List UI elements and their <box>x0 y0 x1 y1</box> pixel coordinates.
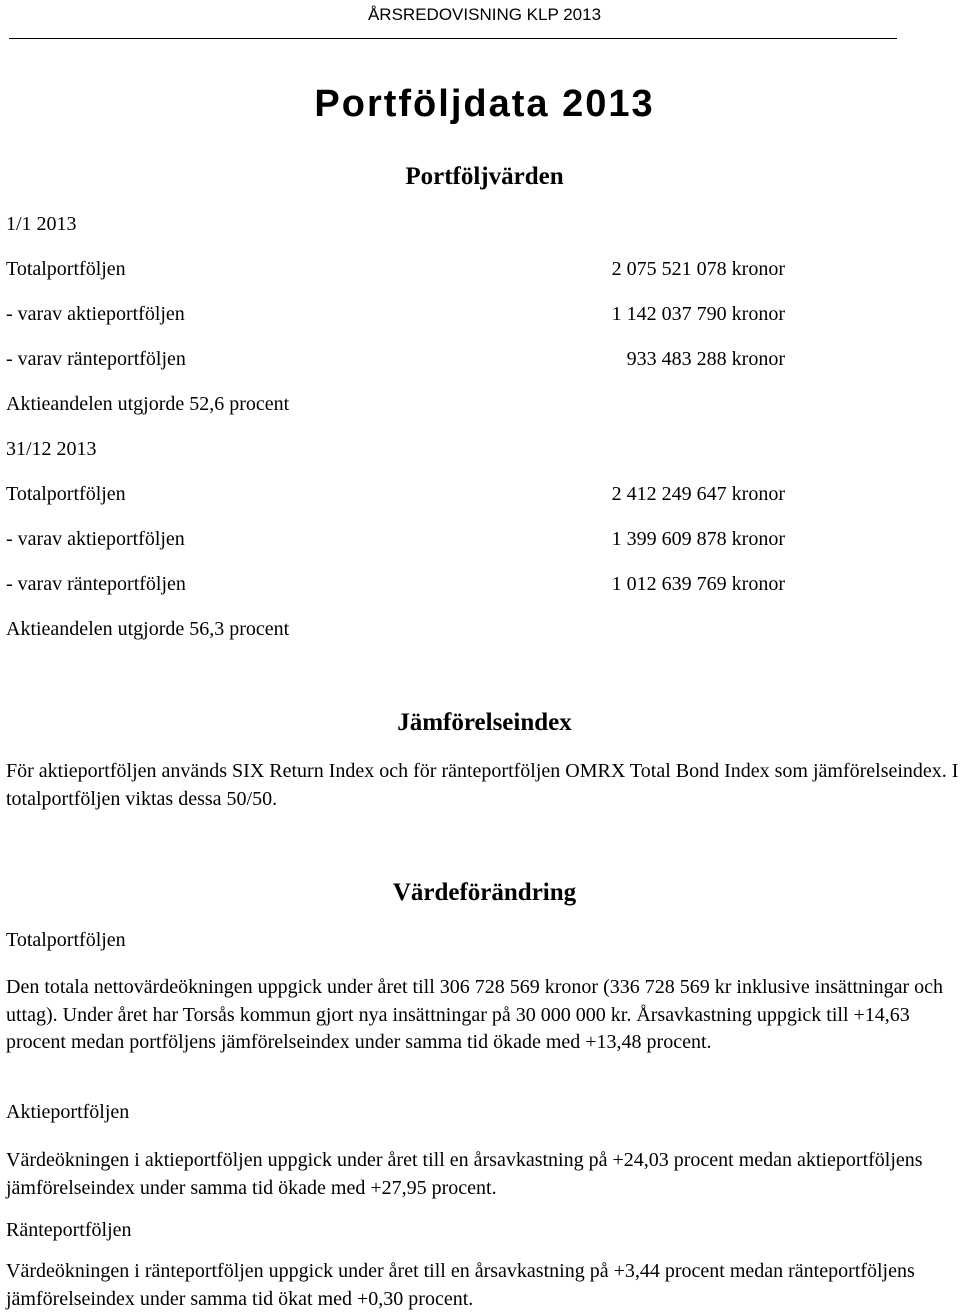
start-equity-share: Aktieandelen utgjorde 52,6 procent <box>6 393 290 415</box>
value-change-heading: Värdeförändring <box>392 879 577 906</box>
equity-portfolio-text: Värdeökningen i aktieportföljen uppgick under året till en årsavkastning på +24,03 procent medan aktieportföljens jämförelseindex under samma tid ökade med +27,95 procent. <box>6 1149 923 1199</box>
end-equity-share: Aktieandelen utgjorde 56,3 procent <box>6 618 290 640</box>
total-portfolio-text: Den totala nettovärdeökningen uppgick under året till 306 728 569 kronor (336 728 569 kr inklusive insättningar och uttag). Under året har Torsås kommun gjort nya insättningar på 30 000 000 kr. Årsavkastning uppgick till +14,63 procent medan portföljens jämförelseindex under samma tid ökade med +13,48 procent. <box>6 976 944 1053</box>
start-date: 1/1 2013 <box>6 213 77 235</box>
fixed-income-portfolio-label: Ränteportföljen <box>6 1219 132 1241</box>
start-total-label: Totalportföljen <box>6 258 126 280</box>
portfolio-values-heading: Portföljvärden <box>405 163 564 190</box>
end-fixed-income-label: - varav ränteportföljen <box>6 573 186 595</box>
start-fixed-income-value: 933 483 288 kronor <box>626 348 785 370</box>
benchmark-text: För aktieportföljen används SIX Return Index och för ränteportföljen OMRX Total Bond Index som jämförelseindex. I totalportföljen viktas dessa 50/50. <box>6 760 959 810</box>
benchmark-heading: Jämförelseindex <box>397 709 572 736</box>
total-portfolio-label: Totalportföljen <box>6 929 126 951</box>
report-header: ÅRSREDOVISNING KLP 2013 <box>367 5 602 24</box>
start-equity-value: 1 142 037 790 kronor <box>611 303 785 325</box>
equity-portfolio-label: Aktieportföljen <box>6 1101 130 1123</box>
end-total-value: 2 412 249 647 kronor <box>611 483 785 505</box>
end-equity-label: - varav aktieportföljen <box>6 528 185 550</box>
header-divider <box>9 38 897 39</box>
fixed-income-portfolio-text: Värdeökningen i ränteportföljen uppgick under året till en årsavkastning på +3,44 procent medan ränteportföljens jämförelseindex under samma tid ökat med +0,30 procent. <box>6 1260 915 1310</box>
end-total-label: Totalportföljen <box>6 483 126 505</box>
page-title: Portföljdata 2013 <box>314 83 655 125</box>
start-fixed-income-label: - varav ränteportföljen <box>6 348 186 370</box>
start-equity-label: - varav aktieportföljen <box>6 303 185 325</box>
end-fixed-income-value: 1 012 639 769 kronor <box>611 573 785 595</box>
start-total-value: 2 075 521 078 kronor <box>611 258 785 280</box>
end-equity-value: 1 399 609 878 kronor <box>611 528 785 550</box>
end-date: 31/12 2013 <box>6 438 97 460</box>
